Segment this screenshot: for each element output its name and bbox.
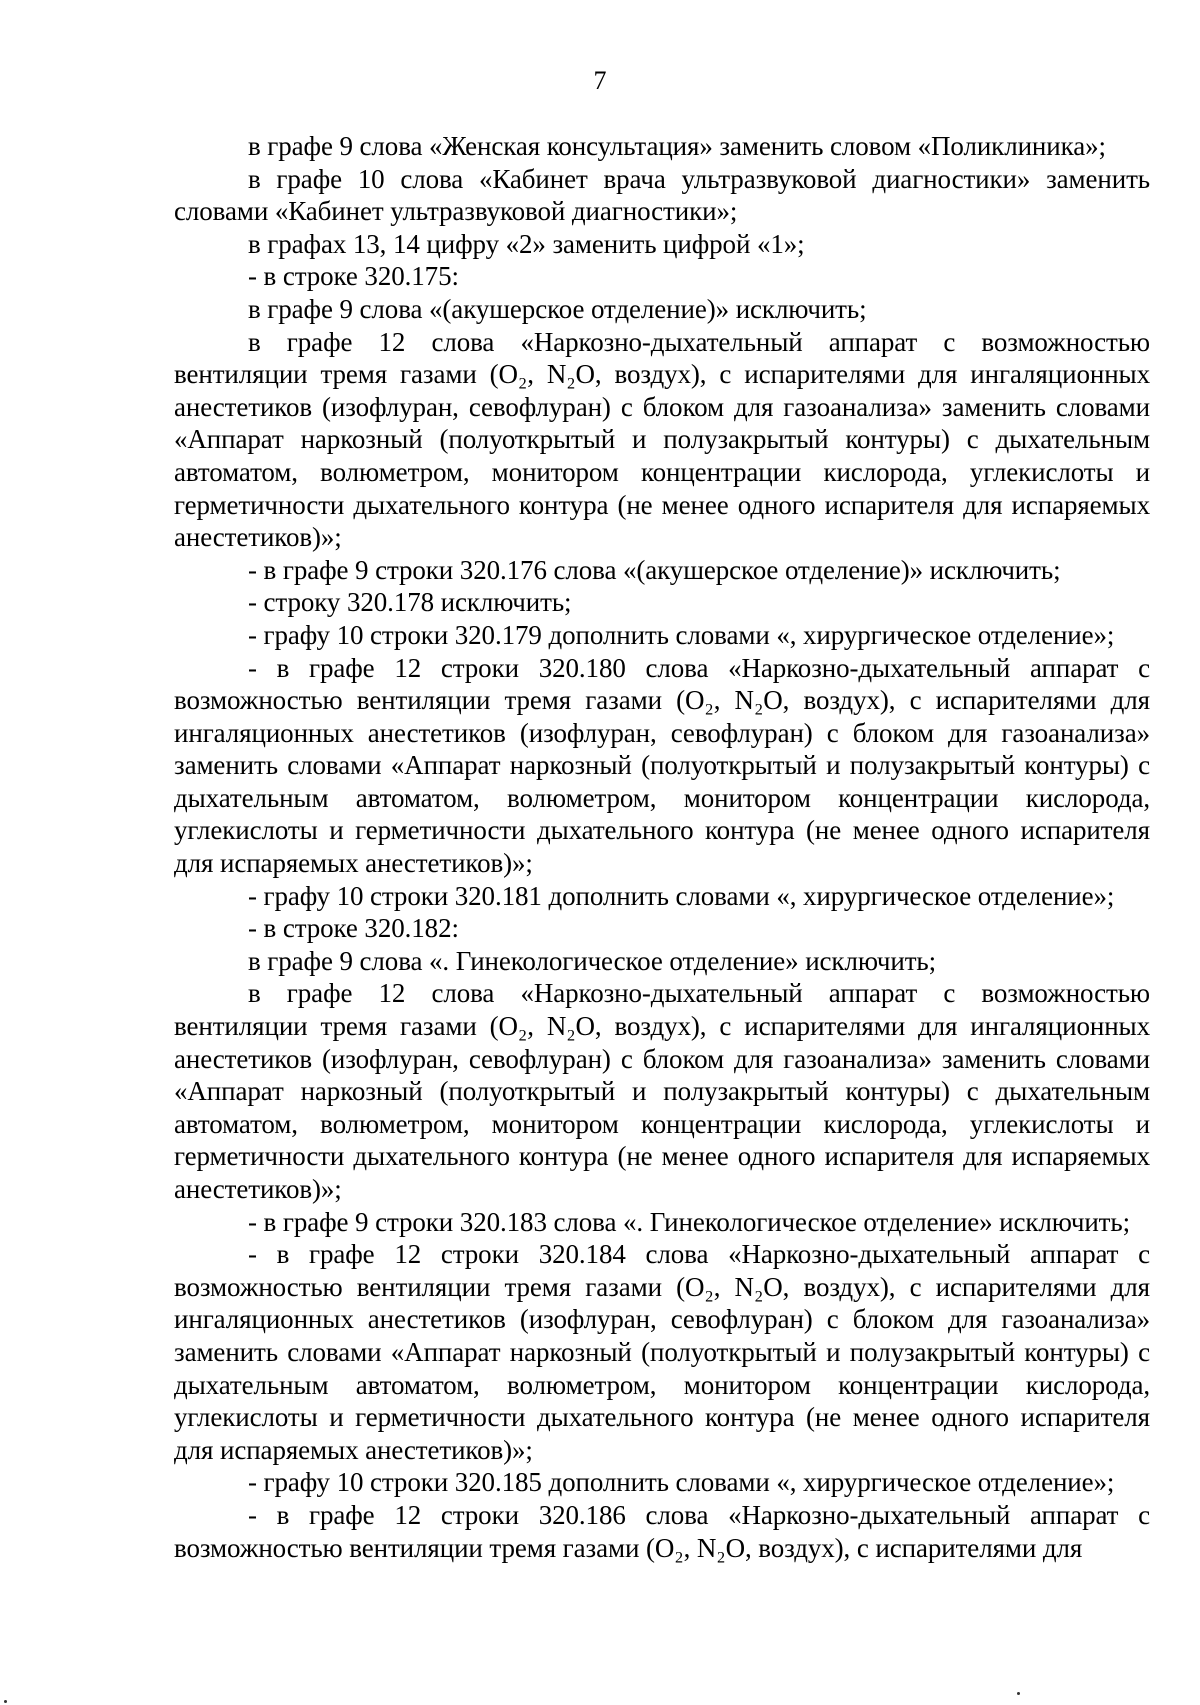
- page-number: 7: [593, 66, 607, 95]
- paragraph: - в строке 320.182:: [248, 913, 459, 944]
- paragraph: в графе 9 слова «(акушерское отделение)» исключить;: [248, 293, 867, 324]
- paragraph: - графу 10 строки 320.185 дополнить словами «, хирургическое отделение»;: [248, 1467, 1115, 1498]
- paragraph: в графах 13, 14 цифру «2» заменить цифрой «1»;: [248, 228, 805, 259]
- paragraph: в графе 9 слова «Женская консультация» заменить словом «Поликлиника»;: [248, 131, 1106, 161]
- document-body: [174, 130, 1150, 1564]
- paragraph: в графе 12 слова «Наркозно-дыхательный аппарат с возможностью вентиляции тремя газами (O₂, N₂O, воздух), с испарителями для ингаляционных анестетиков (изофлуран, севофлуран) с блоком для газоанализа» заменить словами «Аппарат наркозный (полуоткрытый и полузакрытый контуры) с дыхательным автоматом, волюметром, монитором концентрации кислорода, углекислоты и герметичности дыхательного контура (не менее одного испарителя для испаряемых анестетиков)»;: [174, 326, 1150, 553]
- scan-speck: [1017, 1692, 1020, 1695]
- paragraph: - в графе 12 строки 320.184 слова «Наркозно-дыхательный аппарат с возможностью вентиляции тремя газами (O₂, N₂O, воздух), с испарителями для ингаляционных анестетиков (изофлуран, севофлуран) с блоком для газоанализа» заменить словами «Аппарат наркозный (полуоткрытый и полузакрытый контуры) с дыхательным автоматом, волюметром, монитором концентрации кислорода, углекислоты и герметичности дыхательного контура (не менее одного испарителя для испаряемых анестетиков)»;: [174, 1239, 1150, 1465]
- scan-speck: [4, 1700, 7, 1703]
- paragraph: - в графе 9 строки 320.183 слова «. Гинекологическое отделение» исключить;: [248, 1206, 1130, 1237]
- paragraph: - в графе 9 строки 320.176 слова «(акушерское отделение)» исключить;: [248, 554, 1061, 585]
- paragraph: в графе 10 слова «Кабинет врача ультразвуковой диагностики» заменить словами «Кабинет ультразвуковой диагностики»;: [174, 163, 1150, 227]
- paragraph: - строку 320.178 исключить;: [248, 587, 572, 618]
- paragraph: - графу 10 строки 320.181 дополнить словами «, хирургическое отделение»;: [248, 880, 1115, 911]
- paragraph: - в графе 12 строки 320.180 слова «Наркозно-дыхательный аппарат с возможностью вентиляции тремя газами (O₂, N₂O, воздух), с испарителями для ингаляционных анестетиков (изофлуран, севофлуран) с блоком для газоанализа» заменить словами «Аппарат наркозный (полуоткрытый и полузакрытый контуры) с дыхательным автоматом, волюметром, монитором концентрации кислорода, углекислоты и герметичности дыхательного контура (не менее одного испарителя для испаряемых анестетиков)»;: [174, 652, 1150, 879]
- paragraph: - в графе 12 строки 320.186 слова «Наркозно-дыхательный аппарат с возможностью вентиляции тремя газами (O₂, N₂O, воздух), с испарителями для: [174, 1499, 1150, 1563]
- paragraph: в графе 9 слова «. Гинекологическое отделение» исключить;: [248, 945, 937, 976]
- paragraph: - в строке 320.175:: [248, 261, 459, 292]
- paragraph: в графе 12 слова «Наркозно-дыхательный аппарат с возможностью вентиляции тремя газами (O₂, N₂O, воздух), с испарителями для ингаляционных анестетиков (изофлуран, севофлуран) с блоком для газоанализа» заменить словами «Аппарат наркозный (полуоткрытый и полузакрытый контуры) с дыхательным автоматом, волюметром, монитором концентрации кислорода, углекислоты и герметичности дыхательного контура (не менее одного испарителя для испаряемых анестетиков)»;: [174, 978, 1150, 1204]
- paragraph: - графу 10 строки 320.179 дополнить словами «, хирургическое отделение»;: [248, 619, 1115, 650]
